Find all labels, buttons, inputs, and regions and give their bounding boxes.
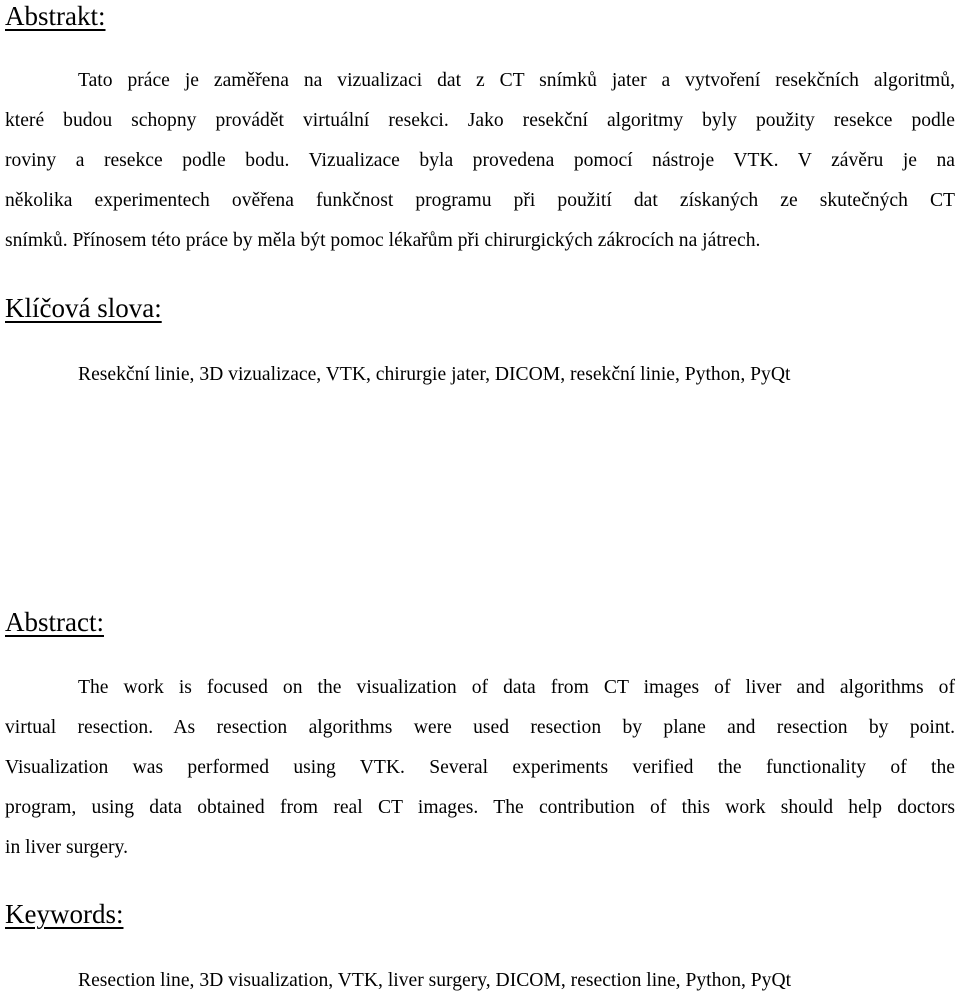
- abstrakt-heading: Abstrakt:: [5, 1, 106, 31]
- abstrakt-line-4: několika experimentech ověřena funkčnost programu při použití dat získaných ze skutečných CT: [5, 190, 955, 211]
- keywords-text: Resection line, 3D visualization, VTK, liver surgery, DICOM, resection line, Python, PyQt: [78, 970, 792, 991]
- klicova-slova-text: Resekční linie, 3D vizualizace, VTK, chirurgie jater, DICOM, resekční linie, Python, PyQt: [78, 364, 791, 385]
- abstract-line-1: The work is focused on the visualization of data from CT images of liver and algorithms of: [78, 677, 955, 698]
- abstrakt-paragraph: [5, 61, 955, 261]
- abstrakt-line-5: snímků. Přínosem této práce by měla být pomoc lékařům při chirurgických zákrocích na játrech.: [5, 230, 761, 251]
- abstrakt-line-1: Tato práce je zaměřena na vizualizaci dat z CT snímků jater a vytvoření resekčních algoritmů,: [78, 70, 955, 91]
- abstract-paragraph: [5, 668, 955, 868]
- klicova-slova-heading: Klíčová slova:: [5, 293, 162, 323]
- abstract-heading: Abstract:: [5, 607, 104, 637]
- abstrakt-line-3: roviny a resekce podle bodu. Vizualizace byla provedena pomocí nástroje VTK. V závěru je na: [5, 150, 955, 171]
- abstract-line-5: in liver surgery.: [5, 837, 128, 858]
- abstract-line-2: virtual resection. As resection algorithms were used resection by plane and resection by point.: [5, 717, 955, 738]
- keywords-heading: Keywords:: [5, 899, 124, 929]
- abstrakt-line-2: které budou schopny provádět virtuální resekci. Jako resekční algoritmy byly použity resekce podle: [5, 110, 955, 131]
- abstract-line-3: Visualization was performed using VTK. Several experiments verified the functionality of the: [5, 757, 955, 778]
- abstract-line-4: program, using data obtained from real CT images. The contribution of this work should help doctors: [5, 797, 955, 818]
